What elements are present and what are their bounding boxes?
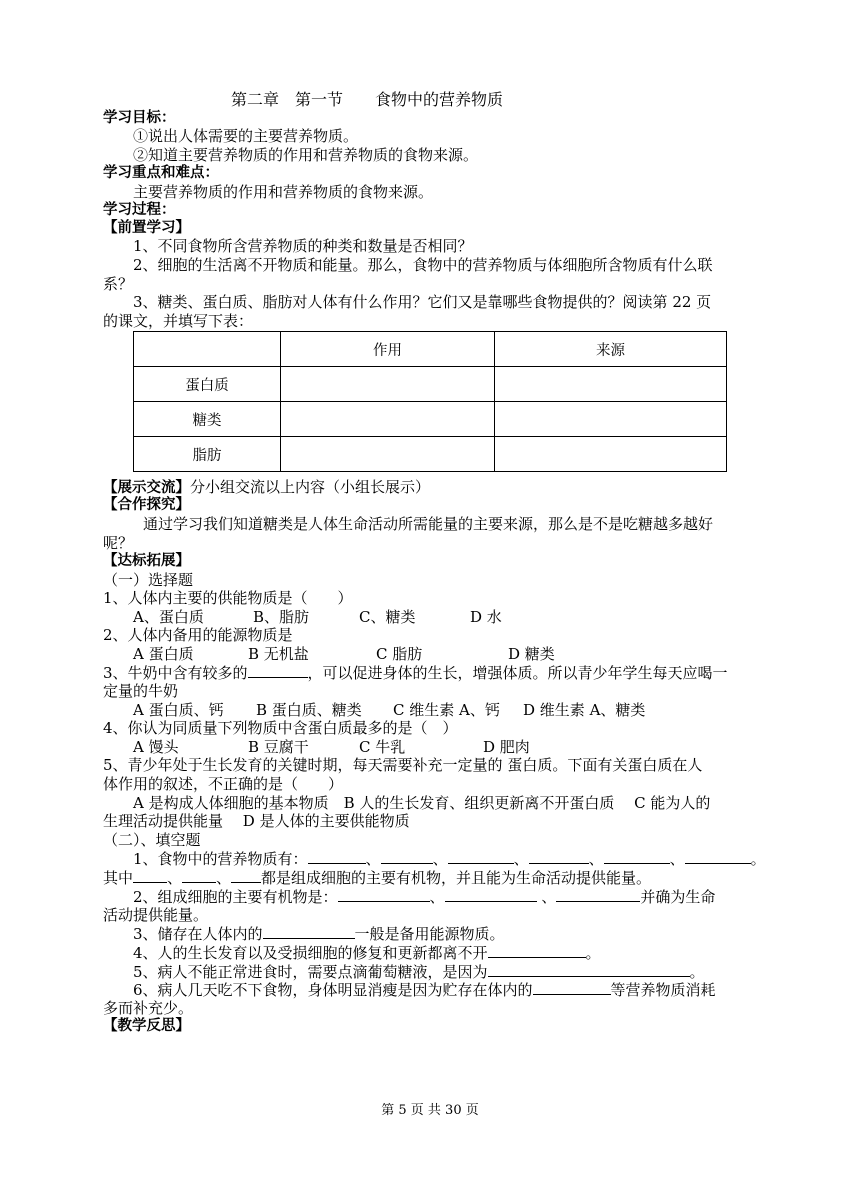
fill-4-text: 4、人的生长发育以及受损细胞的修复和更新都离不开 xyxy=(133,944,488,962)
question-4: 4、你认为同质量下列物质中含蛋白质最多的是（ ） xyxy=(103,719,458,737)
coop-text-a: 通过学习我们知道糖类是人体生命活动所需能量的主要来源，那么是不是吃糖越多越好 xyxy=(143,515,714,533)
pre-question-2b: 系？ xyxy=(103,275,134,293)
show-heading: 【展示交流】 xyxy=(103,480,190,496)
nutrient-table xyxy=(133,331,727,472)
coop-heading: 【合作探究】 xyxy=(103,497,190,513)
question-5c: A 是构成人体细胞的基本物质 B 人的生长发育、组织更新离不开蛋白质 C 能为人的 xyxy=(133,794,711,812)
table-row-label: 糖类 xyxy=(134,402,281,437)
coop-text-b: 呢？ xyxy=(103,534,134,552)
fill-2-text: 2、组成细胞的主要有机物是： xyxy=(133,888,338,906)
question-5b: 体作用的叙述，不正确的是（ ） xyxy=(103,775,344,793)
fill-4: 4、人的生长发育以及受损细胞的修复和更新都离不开 。 xyxy=(133,944,601,962)
option[interactable]: C 牛乳 xyxy=(359,738,406,756)
page-footer: 第 5 页 共 30 页 xyxy=(381,1103,479,1118)
question-3b: 定量的牛奶 xyxy=(103,682,179,700)
question-1: 1、人体内主要的供能物质是（ ） xyxy=(103,589,353,607)
option[interactable]: B、脂肪 xyxy=(253,608,310,626)
blank-field[interactable] xyxy=(182,867,216,883)
table-row-label: 脂肪 xyxy=(134,437,281,472)
fill-3-prefix: 3、储存在人体内的 xyxy=(133,925,263,943)
fill-section-heading: （二）、填空题 xyxy=(103,831,201,849)
option[interactable]: D 维生素 A、糖类 xyxy=(523,701,646,719)
fill-2b: 活动提供能量。 xyxy=(103,906,209,924)
option[interactable]: D 水 xyxy=(470,608,502,626)
keypoint-heading: 学习重点和难点： xyxy=(103,165,219,181)
table-cell-effect[interactable] xyxy=(281,367,495,402)
blank-field[interactable] xyxy=(308,848,366,864)
blank-field[interactable] xyxy=(533,979,611,995)
fill-2-suffix: 并确为生命 xyxy=(640,888,716,906)
blank-field[interactable] xyxy=(556,886,640,902)
blank-field[interactable] xyxy=(248,662,308,678)
reflection-heading: 【教学反思】 xyxy=(103,1018,190,1034)
option[interactable]: B 无机盐 xyxy=(248,645,309,663)
process-heading: 学习过程： xyxy=(103,202,176,218)
page-title: 第二章 第一节 食物中的营养物质 xyxy=(231,90,504,109)
option[interactable]: A、蛋白质 xyxy=(133,608,204,626)
pre-question-2a: 2、细胞的生活离不开物质和能量。那么，食物中的营养物质与体细胞所含物质有什么联 xyxy=(133,256,713,274)
question-2: 2、人体内备用的能源物质是 xyxy=(103,626,293,644)
table-header-source: 来源 xyxy=(495,332,727,367)
goal-2: ②知道主要营养物质的作用和营养物质的食物来源。 xyxy=(133,146,479,164)
goals-heading: 学习目标： xyxy=(103,110,176,126)
fill-6a xyxy=(133,979,716,1000)
option[interactable]: A 蛋白质、钙 xyxy=(133,701,224,719)
table-row xyxy=(134,367,727,402)
option[interactable]: D 糖类 xyxy=(508,645,555,663)
fill-1b-suffix: 都是组成细胞的主要有机物，并且能为生命活动提供能量。 xyxy=(261,869,652,887)
blank-field[interactable] xyxy=(529,848,589,864)
pre-question-3a: 3、糖类、蛋白质、脂肪对人体有什么作用？它们又是靠哪些食物提供的？阅读第 22 页 xyxy=(133,293,712,311)
table-row-label: 蛋白质 xyxy=(134,367,281,402)
goal-1: ①说出人体需要的主要营养物质。 xyxy=(133,127,359,145)
table-corner-cell xyxy=(134,332,281,367)
show-text: 分小组交流以上内容（小组长展示） xyxy=(190,478,431,496)
fill-6-text: 6、病人几天吃不下食物，身体明显消瘦是因为贮存在体内的 xyxy=(133,981,533,999)
fill-2a: 2、组成细胞的主要有机物是： 、 、 并确为生命 xyxy=(133,888,716,906)
blank-field[interactable] xyxy=(231,867,261,883)
blank-field[interactable] xyxy=(488,942,586,958)
blank-field[interactable] xyxy=(685,848,751,864)
extension-heading: 【达标拓展】 xyxy=(103,553,190,569)
blank-field[interactable] xyxy=(381,848,433,864)
fill-1b: 其中 、 、 都是组成细胞的主要有机物，并且能为生命活动提供能量。 xyxy=(103,869,652,887)
table-cell-source[interactable] xyxy=(495,367,727,402)
question-5d: 生理活动提供能量 D 是人体的主要供能物质 xyxy=(103,812,410,830)
fill-1b-prefix: 其中 xyxy=(103,869,134,887)
blank-field[interactable] xyxy=(445,886,537,902)
choice-section-heading: （一）选择题 xyxy=(103,571,194,589)
fill-1a: 1、食物中的营养物质有： 、 、 、 、 、 。 xyxy=(133,850,766,868)
blank-field[interactable] xyxy=(133,867,167,883)
question-5a: 5、青少年处于生长发育的关键时期，每天需要补充一定量的 蛋白质。下面有关蛋白质在人 xyxy=(103,756,703,774)
table-cell-source[interactable] xyxy=(495,402,727,437)
keypoint-text: 主要营养物质的作用和营养物质的食物来源。 xyxy=(133,183,434,201)
blank-field[interactable] xyxy=(604,848,670,864)
blank-field[interactable] xyxy=(263,923,355,939)
fill-1-text: 1、食物中的营养物质有： xyxy=(133,850,308,868)
pre-question-1: 1、不同食物所含营养物质的种类和数量是否相同？ xyxy=(133,237,473,255)
question-3-suffix: ，可以促进身体的生长，增强体质。所以青少年学生每天应喝一 xyxy=(307,664,728,682)
option[interactable]: B 蛋白质、糖类 xyxy=(256,701,362,719)
option[interactable]: C 维生素 A、钙 xyxy=(393,701,500,719)
table-cell-effect[interactable] xyxy=(281,402,495,437)
option[interactable]: C、糖类 xyxy=(359,608,416,626)
table-row xyxy=(134,437,727,472)
blank-field[interactable] xyxy=(338,886,430,902)
option[interactable]: D 肥肉 xyxy=(483,738,530,756)
table-cell-source[interactable] xyxy=(495,437,727,472)
fill-5: 5、病人不能正常进食时，需要点滴葡萄糖液，是因为 。 xyxy=(133,963,705,981)
pre-study-heading: 【前置学习】 xyxy=(103,220,190,236)
option[interactable]: B 豆腐干 xyxy=(248,738,309,756)
question-3-prefix: 3、牛奶中含有较多的 xyxy=(103,664,248,682)
option[interactable]: A 蛋白质 xyxy=(133,645,194,663)
table-row xyxy=(134,402,727,437)
option[interactable]: A 馒头 xyxy=(133,738,179,756)
pre-question-3b: 的课文，并填写下表： xyxy=(103,312,254,330)
question-3a xyxy=(103,662,728,683)
table-header-effect: 作用 xyxy=(281,332,495,367)
fill-6-suffix: 等营养物质消耗 xyxy=(610,981,716,999)
option[interactable]: C 脂肪 xyxy=(376,645,423,663)
blank-field[interactable] xyxy=(488,961,690,977)
fill-3 xyxy=(133,923,505,944)
blank-field[interactable] xyxy=(448,848,514,864)
fill-6b: 多而补充少。 xyxy=(103,999,194,1017)
fill-3-suffix: 一般是备用能源物质。 xyxy=(354,925,505,943)
table-cell-effect[interactable] xyxy=(281,437,495,472)
table-header-row xyxy=(134,332,727,367)
fill-5-text: 5、病人不能正常进食时，需要点滴葡萄糖液，是因为 xyxy=(133,963,488,981)
